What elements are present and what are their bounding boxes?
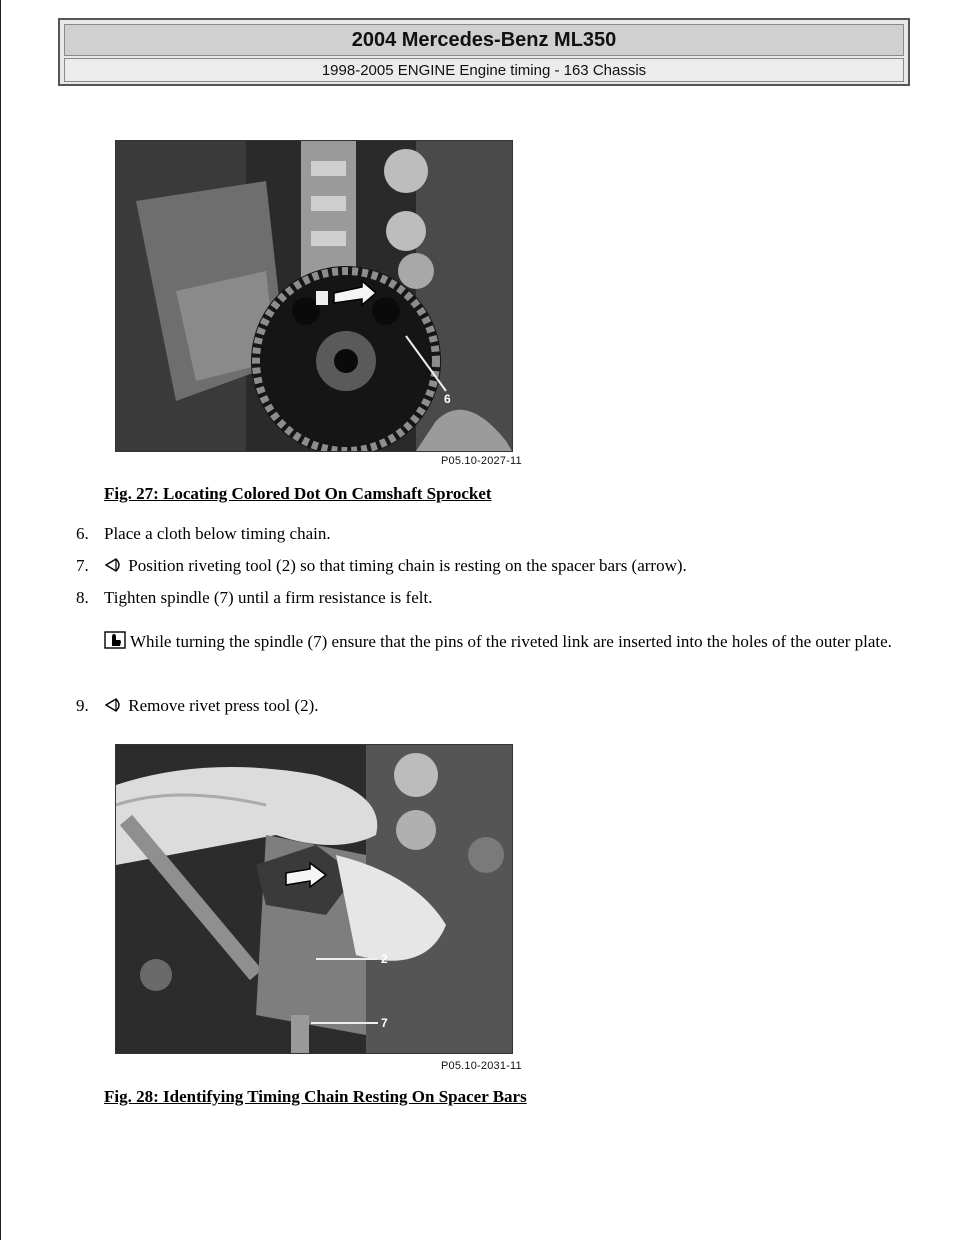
step-8 xyxy=(76,588,432,608)
step-7 xyxy=(76,556,687,578)
step-text: Tighten spindle (7) until a firm resistance is felt. xyxy=(104,588,433,607)
figure-28-caption: Fig. 28: Identifying Timing Chain Resting On Spacer Bars xyxy=(104,1087,527,1106)
document-subtitle: 1998-2005 ENGINE Engine timing - 163 Chassis xyxy=(64,58,904,82)
caution-note xyxy=(104,630,924,655)
caution-hand-icon xyxy=(104,631,126,655)
callout-6: 6 xyxy=(444,392,451,406)
figure-27-photo xyxy=(115,140,513,452)
step-text: Place a cloth below timing chain. xyxy=(104,524,331,543)
document-header xyxy=(58,18,910,86)
document-title: 2004 Mercedes-Benz ML350 xyxy=(64,24,904,56)
step-6 xyxy=(76,524,331,544)
step-text: Remove rivet press tool (2). xyxy=(124,696,319,715)
step-number: 7. xyxy=(76,556,89,575)
wrench-icon xyxy=(104,557,124,578)
step-number: 8. xyxy=(76,588,89,607)
step-text: Position riveting tool (2) so that timing chain is resting on the spacer bars (arrow). xyxy=(124,556,687,575)
figure-27-caption: Fig. 27: Locating Colored Dot On Camshaft Sprocket xyxy=(104,484,492,503)
callout-2: 2 xyxy=(381,952,388,966)
riveting-tool-photo xyxy=(116,745,512,1053)
camshaft-sprocket-photo xyxy=(116,141,512,451)
callout-7: 7 xyxy=(381,1016,388,1030)
figure-28-code: P05.10-2031-11 xyxy=(441,1060,522,1072)
figure-28-photo xyxy=(115,744,513,1054)
step-number: 9. xyxy=(76,696,89,715)
step-number: 6. xyxy=(76,524,89,543)
figure-27-code: P05.10-2027-11 xyxy=(441,455,522,467)
wrench-icon xyxy=(104,697,124,718)
step-9 xyxy=(76,696,319,718)
note-text: While turning the spindle (7) ensure that the pins of the riveted link are inserted into the holes of the outer plate. xyxy=(126,632,892,651)
